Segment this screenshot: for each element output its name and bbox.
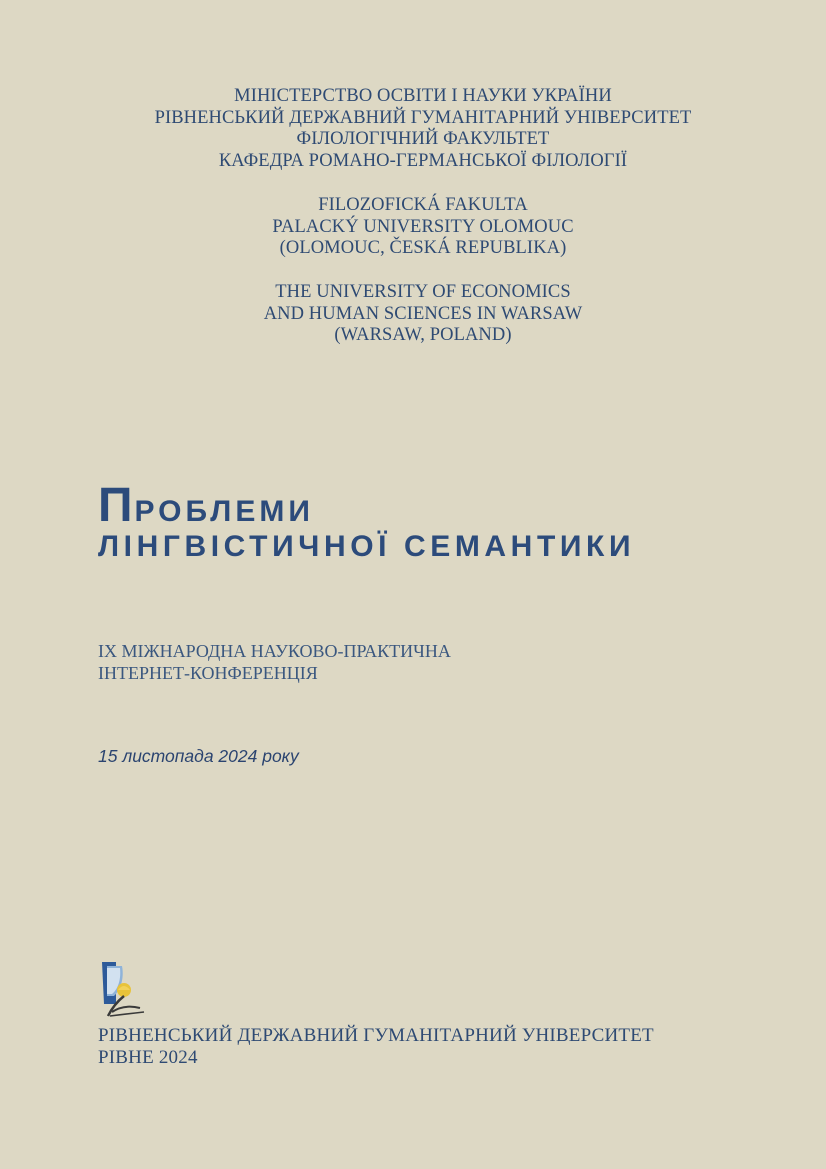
conference-date: 15 листопада 2024 року	[98, 746, 299, 766]
footer-city-year: РІВНЕ 2024	[98, 1047, 198, 1068]
ministry-line: МІНІСТЕРСТВО ОСВІТИ І НАУКИ УКРАЇНИ	[234, 86, 612, 106]
header-ukraine	[0, 86, 826, 172]
conference-line-1: IX МІЖНАРОДНА НАУКОВО-ПРАКТИЧНА	[98, 641, 451, 661]
header-czech	[0, 195, 826, 260]
pl-university-line1: THE UNIVERSITY OF ECONOMICS	[275, 282, 571, 302]
university-line: РІВНЕНСЬКИЙ ДЕРЖАВНИЙ ГУМАНІТАРНИЙ УНІВЕРСИТЕТ	[154, 107, 692, 128]
footer-publisher	[98, 1025, 654, 1069]
pl-university-line2: AND HUMAN SCIENCES IN WARSAW	[263, 303, 583, 324]
cz-university-line: PALACKÝ UNIVERSITY OLOMOUC	[272, 216, 574, 237]
footer-university: РІВНЕНСЬКИЙ ДЕРЖАВНИЙ ГУМАНІТАРНИЙ УНІВЕРСИТЕТ	[98, 1025, 654, 1046]
header-poland	[0, 282, 826, 347]
cz-faculty-line: FILOZOFICKÁ FAKULTA	[318, 195, 528, 215]
department-line: КАФЕДРА РОМАНО-ГЕРМАНСЬКОЇ ФІЛОЛОГІЇ	[218, 150, 628, 171]
faculty-line: ФІЛОЛОГІЧНИЙ ФАКУЛЬТЕТ	[296, 129, 550, 149]
title-initial: П	[98, 479, 135, 532]
title-line-2: ЛІНГВІСТИЧНОЇ СЕМАНТИКИ	[98, 530, 636, 563]
conference-line-2: ІНТЕРНЕТ-КОНФЕРЕНЦІЯ	[98, 663, 318, 683]
cz-location-line: (OLOMOUC, ČESKÁ REPUBLIKA)	[279, 238, 567, 258]
title-line-1-rest: РОБЛЕМИ	[134, 495, 314, 528]
title-line-1	[98, 478, 314, 533]
conference-info	[98, 640, 451, 684]
university-emblem-icon	[98, 960, 148, 1020]
pl-location-line: (WARSAW, POLAND)	[334, 325, 512, 345]
